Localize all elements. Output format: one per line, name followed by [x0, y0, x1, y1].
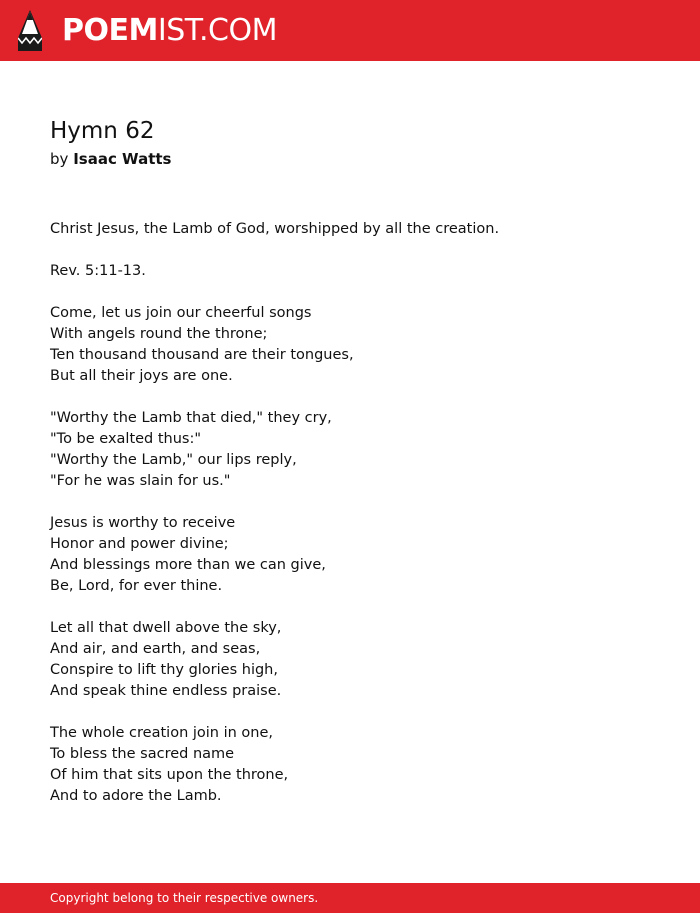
poem-stanza	[50, 303, 670, 387]
logo-bold-part: POEM	[62, 13, 158, 48]
poem-line: Rev. 5:11-13.	[50, 263, 146, 279]
poem-line: And to adore the Lamb.	[50, 788, 222, 804]
site-footer	[0, 883, 700, 913]
poem-line: And speak thine endless praise.	[50, 683, 282, 699]
poem-stanza	[50, 408, 670, 492]
copyright-notice: Copyright belong to their respective owners.	[50, 891, 319, 905]
byline	[50, 149, 171, 169]
poem-body	[50, 219, 670, 828]
pencil-tip-icon[interactable]	[18, 10, 42, 51]
poem-line: Come, let us join our cheerful songs	[50, 305, 312, 321]
by-label: by	[50, 150, 69, 168]
poem-line: "Worthy the Lamb," our lips reply,	[50, 452, 297, 468]
poem-line: And blessings more than we can give,	[50, 557, 326, 573]
poem-line: "Worthy the Lamb that died," they cry,	[50, 410, 332, 426]
poem-line: "For he was slain for us."	[50, 473, 231, 489]
poem-line: But all their joys are one.	[50, 368, 233, 384]
poem-line: Be, Lord, for ever thine.	[50, 578, 223, 594]
poem-stanza	[50, 513, 670, 597]
poem-stanza	[50, 219, 670, 240]
poem-line: Ten thousand thousand are their tongues,	[50, 347, 354, 363]
poem-line: And air, and earth, and seas,	[50, 641, 261, 657]
poem-line: Jesus is worthy to receive	[50, 515, 236, 531]
poem-title: Hymn 62	[50, 118, 155, 144]
poem-line: Christ Jesus, the Lamb of God, worshipped by all the creation.	[50, 221, 500, 237]
poem-line: With angels round the throne;	[50, 326, 268, 342]
site-logo[interactable]	[62, 13, 277, 49]
site-header	[0, 0, 700, 61]
author-name[interactable]: Isaac Watts	[73, 150, 172, 168]
poem-line: Honor and power divine;	[50, 536, 229, 552]
logo-light-part: IST.COM	[157, 13, 277, 48]
poem-stanza	[50, 618, 670, 702]
poem-stanza	[50, 261, 670, 282]
poem-line: Let all that dwell above the sky,	[50, 620, 282, 636]
poem-stanza	[50, 723, 670, 807]
poem-line: Conspire to lift thy glories high,	[50, 662, 278, 678]
poem-line: Of him that sits upon the throne,	[50, 767, 289, 783]
poem-line: The whole creation join in one,	[50, 725, 274, 741]
poem-line: To bless the sacred name	[50, 746, 235, 762]
poem-line: "To be exalted thus:"	[50, 431, 202, 447]
